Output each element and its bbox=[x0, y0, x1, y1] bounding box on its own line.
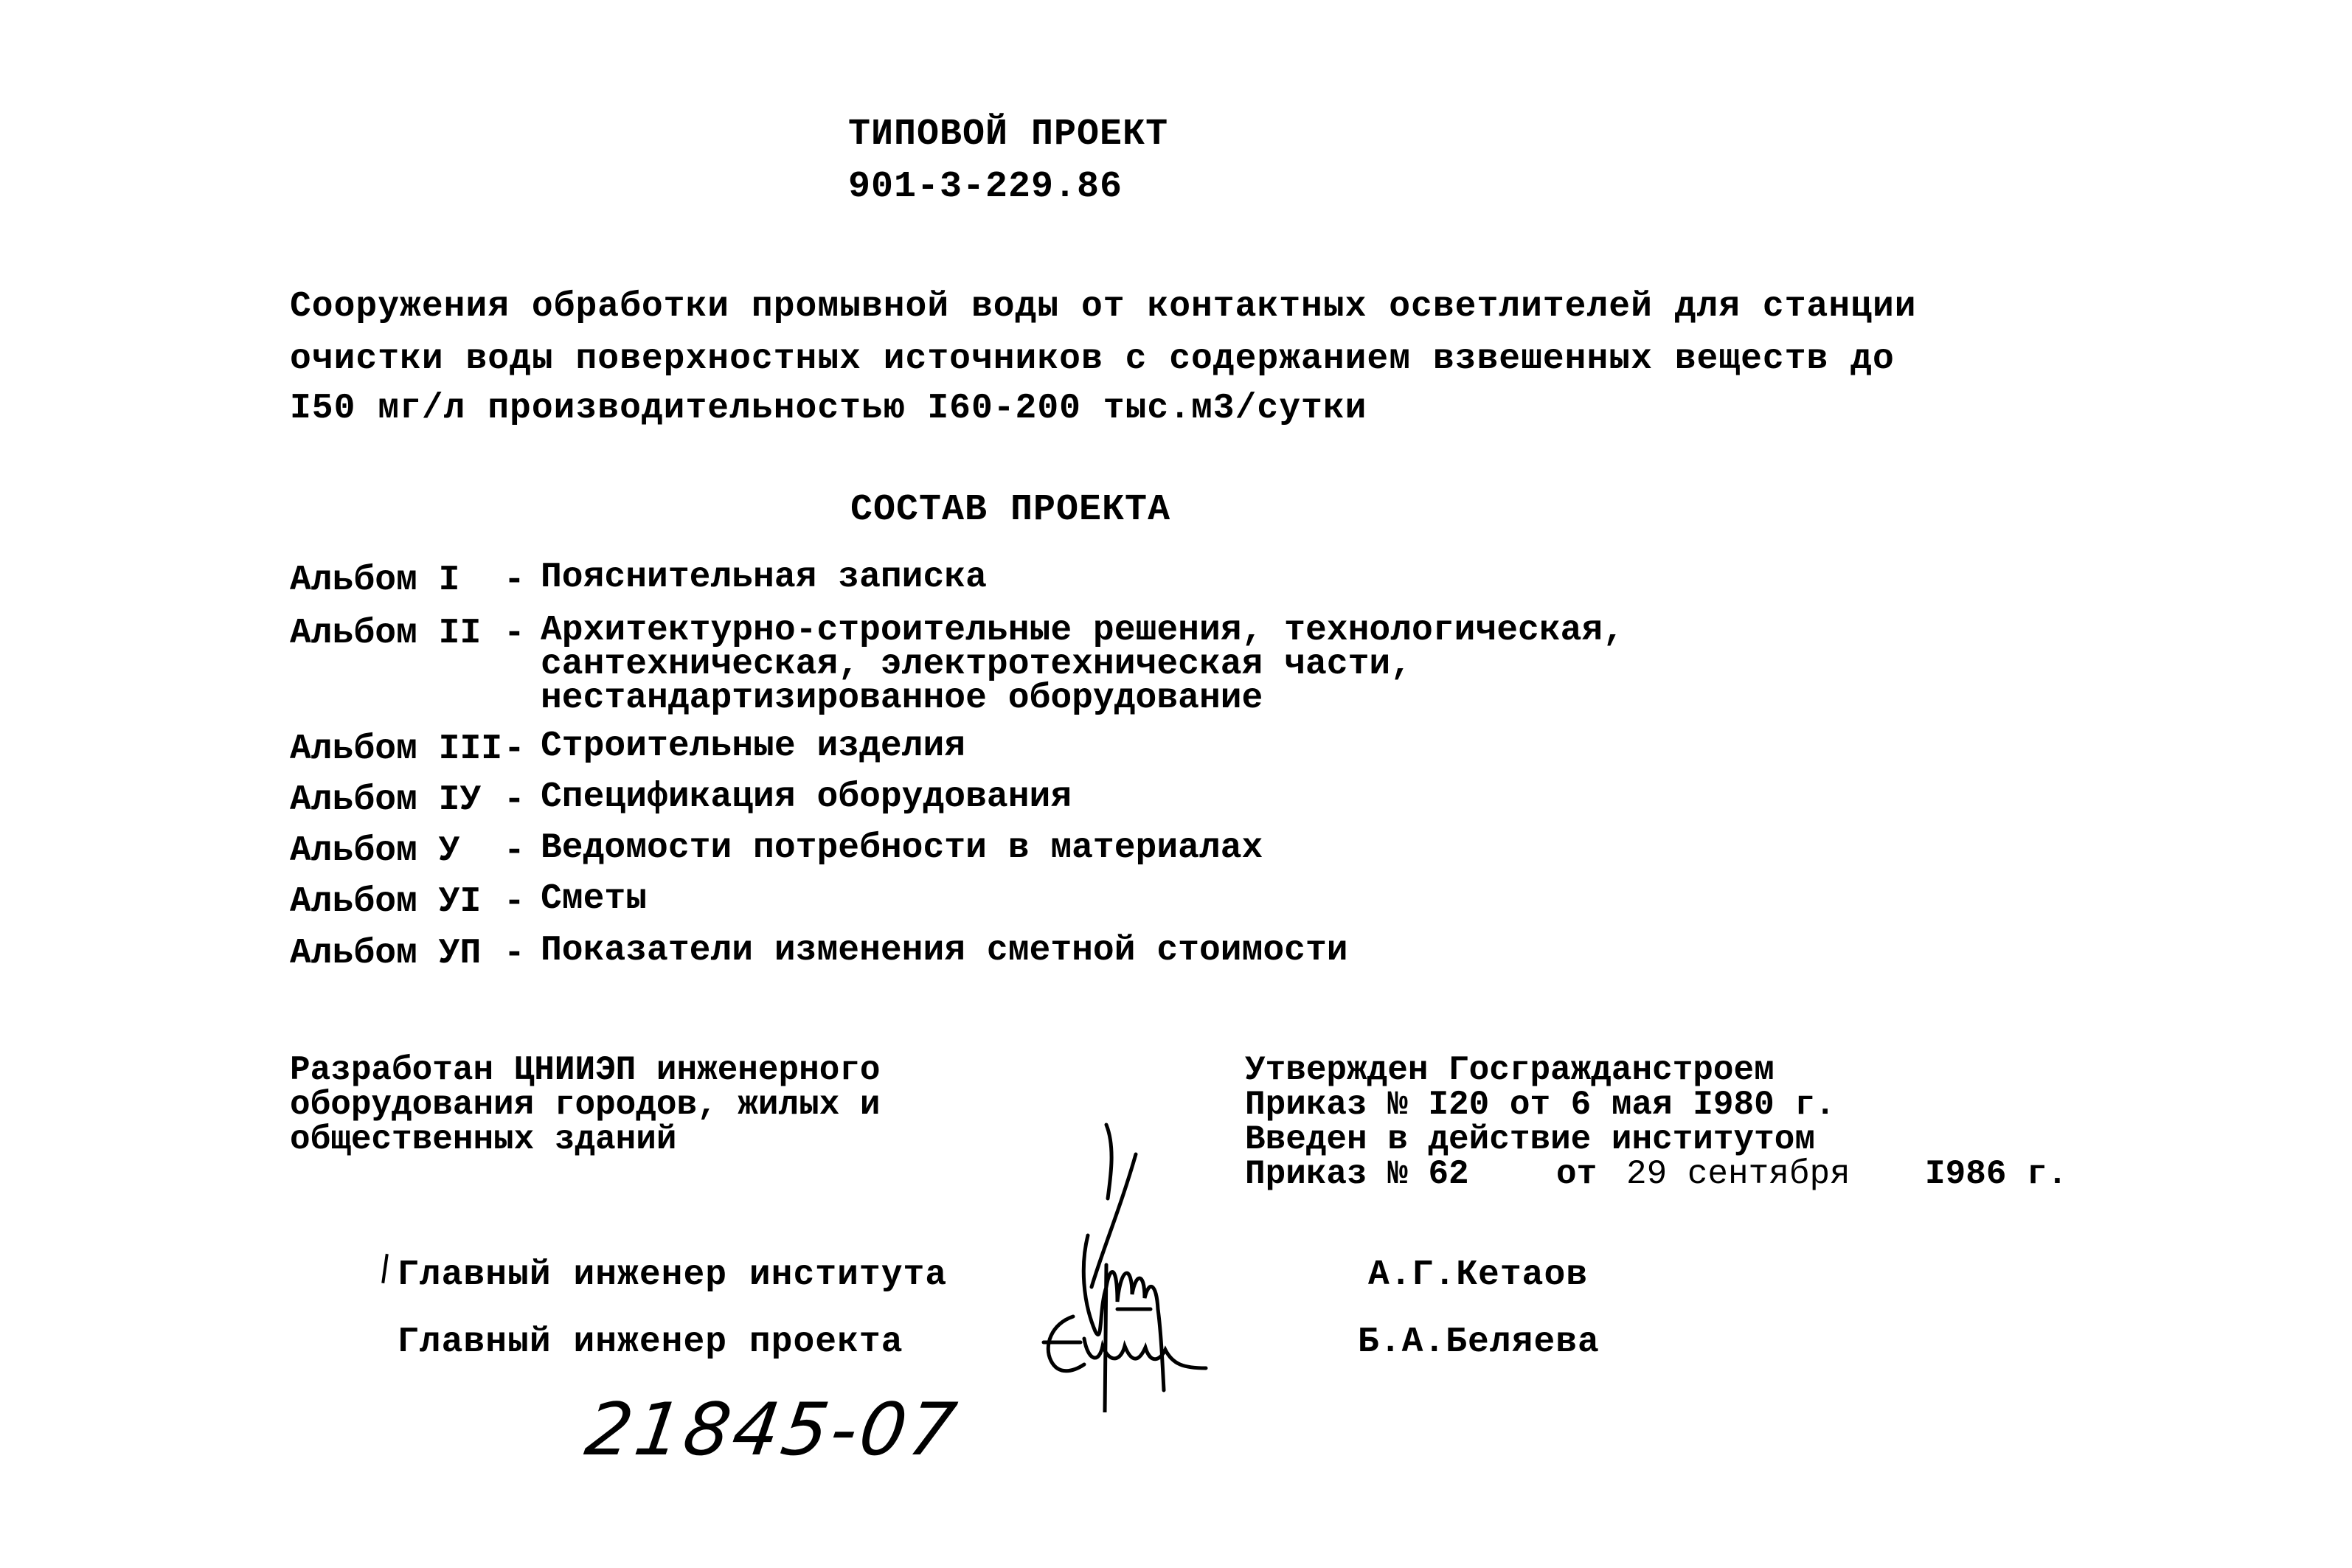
album-title: Спецификация оборудования bbox=[541, 777, 1072, 817]
album-label: Альбом II bbox=[290, 614, 482, 653]
album-item bbox=[290, 726, 966, 769]
composition-heading: СОСТАВ ПРОЕКТА bbox=[850, 489, 1171, 531]
dash: - bbox=[504, 614, 525, 653]
album-item bbox=[290, 558, 987, 600]
developer-line: оборудования городов, жилых и bbox=[290, 1086, 881, 1124]
album-title: Ведомости потребности в материалах bbox=[541, 828, 1263, 868]
dash: - bbox=[504, 882, 525, 922]
order-from: от bbox=[1556, 1155, 1598, 1193]
signatory-role: Главный инженер проекта bbox=[398, 1322, 903, 1362]
signatory-role: Главный инженер института bbox=[398, 1255, 948, 1295]
album-item bbox=[290, 828, 1263, 871]
album-title-line: нестандартизированное оборудование bbox=[541, 679, 1263, 718]
description-line: I50 мг/л производительностью I60-200 тыс.м3/сутки bbox=[290, 389, 1367, 429]
album-label: Альбом УI bbox=[290, 882, 482, 922]
dash: - bbox=[504, 831, 525, 871]
album-item bbox=[290, 611, 1625, 718]
description-line: Сооружения обработки промывной воды от контактных осветлителей для станции bbox=[290, 287, 1917, 327]
signatory-name: А.Г.Кетаов bbox=[1368, 1255, 1589, 1295]
handwritten-signature-icon bbox=[1029, 1302, 1250, 1383]
signatory-name: Б.А.Беляева bbox=[1358, 1322, 1600, 1362]
approval-line: Приказ № I20 от 6 мая I980 г. bbox=[1245, 1086, 1836, 1124]
dash: - bbox=[504, 780, 525, 820]
album-title: Строительные изделия bbox=[541, 726, 966, 766]
album-item bbox=[290, 931, 1348, 974]
album-item bbox=[290, 777, 1072, 820]
order-year: I986 г. bbox=[1925, 1155, 2068, 1193]
album-label: Альбом IУ bbox=[290, 780, 482, 820]
document-type-title: ТИПОВОЙ ПРОЕКТ bbox=[848, 114, 1169, 156]
album-label: Альбом У bbox=[290, 831, 460, 871]
description-line: очистки воды поверхностных источников с содержанием взвешенных веществ до bbox=[290, 339, 1895, 379]
album-item bbox=[290, 879, 648, 922]
album-title-line: Архитектурно-строительные решения, технологическая, bbox=[541, 611, 1625, 651]
album-label: Альбом I bbox=[290, 561, 460, 600]
developer-line: общественных зданий bbox=[290, 1120, 677, 1159]
developer-line: Разработан ЦНИИЭП инженерного bbox=[290, 1051, 881, 1089]
album-title: Показатели изменения сметной стоимости bbox=[541, 931, 1348, 971]
album-label: Альбом III bbox=[290, 729, 503, 769]
album-title-line: сантехническая, электротехническая части, bbox=[541, 645, 1412, 684]
margin-mark bbox=[381, 1254, 389, 1283]
approval-line: Введен в действие институтом bbox=[1245, 1120, 1815, 1159]
dash: - bbox=[504, 934, 525, 974]
order-date: 29 сентября bbox=[1626, 1155, 1850, 1193]
album-title: Пояснительная записка bbox=[541, 558, 987, 597]
dash: - bbox=[504, 729, 525, 769]
album-title: Сметы bbox=[541, 879, 648, 919]
dash: - bbox=[504, 561, 525, 600]
project-number: 901-3-229.86 bbox=[848, 166, 1123, 208]
album-title-multiline bbox=[541, 611, 1625, 718]
approval-line: Утвержден Госгражданстроем bbox=[1245, 1051, 1775, 1089]
inventory-number: 21845-07 bbox=[580, 1388, 964, 1472]
order-number: Приказ № 62 bbox=[1245, 1155, 1469, 1193]
album-label: Альбом УП bbox=[290, 934, 482, 974]
